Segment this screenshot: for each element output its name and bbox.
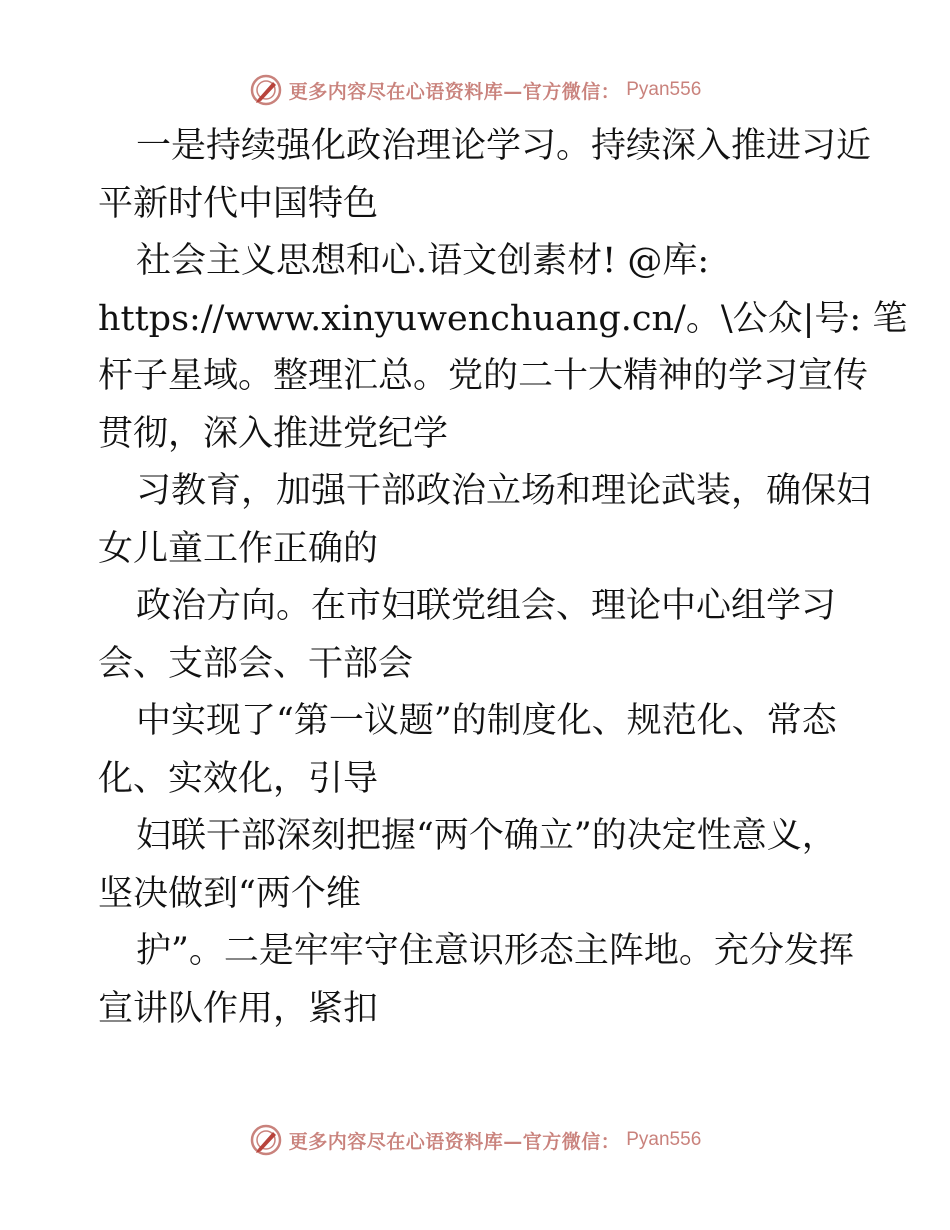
text-line: 贯彻，深入推进党纪学 (98, 413, 449, 454)
text-line: 妇联干部深刻把握“两个确立”的决定性意义， (136, 816, 837, 856)
header-watermark (249, 73, 702, 107)
page-footer-banner (0, 1120, 950, 1160)
document-body (98, 118, 908, 1038)
text-line: 习教育，加强干部政治立场和理论武装，确保妇 (136, 471, 872, 511)
text-line: 政治方向。在市妇联党组会、理论中心组学习 (136, 586, 837, 626)
text-line: 女儿童工作正确的 (98, 528, 379, 569)
text-line: 中实现了“第一议题”的制度化、规范化、常态 (136, 701, 837, 741)
header-banner-text: 更多内容尽在心语资料库—官方微信： (288, 80, 621, 103)
quill-seal-icon (249, 1123, 283, 1157)
footer-watermark (249, 1123, 702, 1157)
text-line: 化、实效化，引导 (98, 758, 379, 799)
text-line: 护”。二是牢牢守住意识形态主阵地。充分发挥 (136, 931, 854, 971)
text-line: 宣讲队作用，紧扣 (98, 988, 379, 1029)
header-wechat-handle: Pyan556 (626, 79, 702, 100)
footer-banner-text: 更多内容尽在心语资料库—官方微信： (288, 1130, 621, 1153)
text-line: 一是持续强化政治理论学习。持续深入推进习近 (136, 126, 872, 166)
page-header-banner (0, 70, 950, 110)
text-line: https://www.xinyuwenchuang.cn/。\公众|号: 笔 (98, 298, 908, 339)
footer-wechat-handle: Pyan556 (626, 1129, 702, 1150)
quill-seal-icon (249, 73, 283, 107)
text-line: 会、支部会、干部会 (98, 643, 414, 684)
text-line: 平新时代中国特色 (98, 183, 379, 224)
text-line: 杆子星域。整理汇总。党的二十大精神的学习宣传 (98, 356, 869, 396)
text-line: 坚决做到“两个维 (98, 873, 361, 914)
text-line: 社会主义思想和心.语文创素材! @库: (136, 241, 710, 281)
